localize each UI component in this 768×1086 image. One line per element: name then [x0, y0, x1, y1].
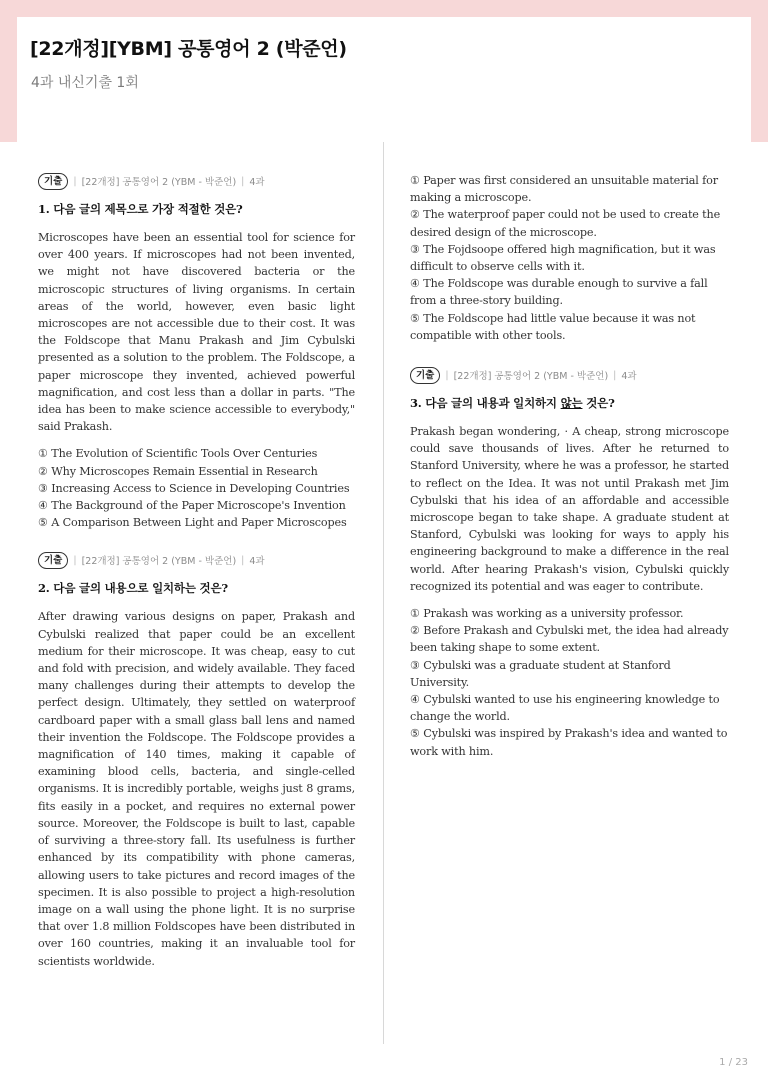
answer-options	[410, 172, 729, 344]
column-divider	[383, 142, 384, 1044]
answer-option[interactable]: ③ The Fojdsoope offered high magnification, but it was difficult to observe cells with it.	[410, 242, 716, 274]
answer-option[interactable]: ⑤ Cybulski was inspired by Prakash's idea and wanted to work with him.	[410, 727, 728, 758]
book-label: [22개정] 공통영어 2 (YBM - 박준언)	[81, 556, 237, 568]
title-text: 3. 다음 글의 내용과 일치하지	[410, 396, 561, 411]
question-tag	[38, 172, 355, 190]
document-title: [22개정][YBM] 공통영어 2 (박준언)	[30, 38, 347, 60]
question-tag	[410, 366, 729, 384]
answer-option[interactable]: ③ Cybulski was a graduate student at Stanford University.	[410, 658, 671, 689]
left-column	[38, 172, 355, 970]
question-tag	[38, 551, 355, 569]
answer-option[interactable]: ⑤ A Comparison Between Light and Paper Microscopes	[38, 516, 347, 530]
tag-separator: |	[613, 369, 617, 381]
answer-option[interactable]: ④ The Foldscope was durable enough to survive a fall from a three-story building.	[410, 277, 708, 308]
answer-option[interactable]: ④ Cybulski wanted to use his engineering knowledge to change the world.	[410, 693, 720, 724]
book-label: [22개정] 공통영어 2 (YBM - 박준언)	[81, 177, 237, 188]
title-emphasis: 않는	[560, 396, 583, 411]
answer-option[interactable]: ④ The Background of the Paper Microscope's Invention	[38, 499, 346, 513]
question-1	[38, 172, 355, 531]
title-text-end: 것은?	[582, 396, 615, 411]
tag-separator: |	[445, 369, 449, 381]
answer-options	[38, 445, 355, 531]
answer-option[interactable]: ① Paper was first considered an unsuitable material for making a microscope.	[410, 174, 718, 205]
question-title: 1. 다음 글의 제목으로 가장 적절한 것은?	[38, 202, 243, 216]
question-passage: Microscopes have been an essential tool for science for over 400 years. If microscopes had not been invented, we might not have discovered bacteria or the microscopic structures of living organisms. In certain areas of the world, however, even basic light microscopes are not accessible due to their cost. It was the Foldscope that Manu Prakash and Jim Cybulski presented as a solution to the problem. The Foldscope, a paper microscope they invented, achieved powerful magnification, and cost less than a dollar in parts. "The idea has been to make science accessible to everybody," said Prakash.	[38, 231, 355, 434]
tag-separator: |	[241, 175, 245, 187]
document-subtitle: 4과 내신기출 1회	[31, 75, 139, 91]
answer-option[interactable]: ① Prakash was working as a university professor.	[410, 607, 684, 621]
question-title: 2. 다음 글의 내용으로 일치하는 것은?	[38, 581, 228, 596]
lesson-label: 4과	[249, 556, 265, 568]
answer-option[interactable]: ② The waterproof paper could not be used to create the desired design of the microscope.	[410, 208, 721, 239]
lesson-label: 4과	[621, 371, 637, 383]
lesson-label: 4과	[249, 177, 265, 188]
book-label: [22개정] 공통영어 2 (YBM - 박준언)	[453, 371, 609, 383]
question-2	[38, 551, 355, 969]
question-title	[410, 395, 729, 411]
question-passage: Prakash began wondering, · A cheap, strong microscope could save thousands of lives. After he returned to Stanford University, where he was a professor, he started to reflect on the Idea. It was not until Prakash met Jim Cybulski that his idea of an affordable and accessible microscope began to take shape. A graduate student at Stanford, Cybulski was looking for ways to apply his engineering background to make a difference in the real world. After hearing Prakash's vision, Cybulski quickly recognized its potential and was eager to contribute.	[410, 425, 729, 593]
answer-options	[410, 605, 729, 760]
page-number: 1 / 23	[719, 1057, 748, 1068]
answer-option[interactable]: ② Why Microscopes Remain Essential in Research	[38, 464, 318, 478]
answer-option[interactable]: ② Before Prakash and Cybulski met, the idea had already been taking shape to some extent.	[410, 624, 729, 655]
answer-option[interactable]: ⑤ The Foldscope had little value because it was not compatible with other tools.	[410, 311, 696, 342]
tag-separator: |	[241, 554, 245, 566]
answer-option[interactable]: ① The Evolution of Scientific Tools Over Centuries	[38, 447, 318, 461]
tag-separator: |	[73, 554, 77, 566]
answer-option[interactable]: ③ Increasing Access to Science in Developing Countries	[38, 481, 350, 495]
question-3	[410, 366, 729, 760]
source-badge: 기출	[38, 173, 68, 190]
tag-separator: |	[73, 175, 77, 187]
question-passage: After drawing various designs on paper, Prakash and Cybulski realized that paper could be an excellent medium for their microscope. It was cheap, easy to cut and fold with precision, and widely available. They faced many challenges during their attempts to develop the perfect design. Ultimately, they settled on waterproof cardboard paper with a small glass ball lens and named their invention the Foldscope. The Foldscope provides a magnification of 140 times, making it capable of examining blood cells, bacteria, and single-celled organisms. It is incredibly portable, weighs just 8 grams, fits easily in a pocket, and requires no external power source. Moreover, the Foldscope is built to last, capable of surviving a three-story fall. Its usefulness is further enhanced by its compatibility with phone cameras, allowing users to take pictures and record images of the specimen. It is also possible to project a high-resolution image on a wall using the phone light. It is no surprise that over 1.8 million Foldscopes have been distributed in over 160 countries, making it an invaluable tool for scientists worldwide.	[38, 610, 355, 968]
source-badge: 기출	[38, 552, 68, 569]
right-column	[410, 172, 729, 760]
source-badge: 기출	[410, 367, 440, 384]
